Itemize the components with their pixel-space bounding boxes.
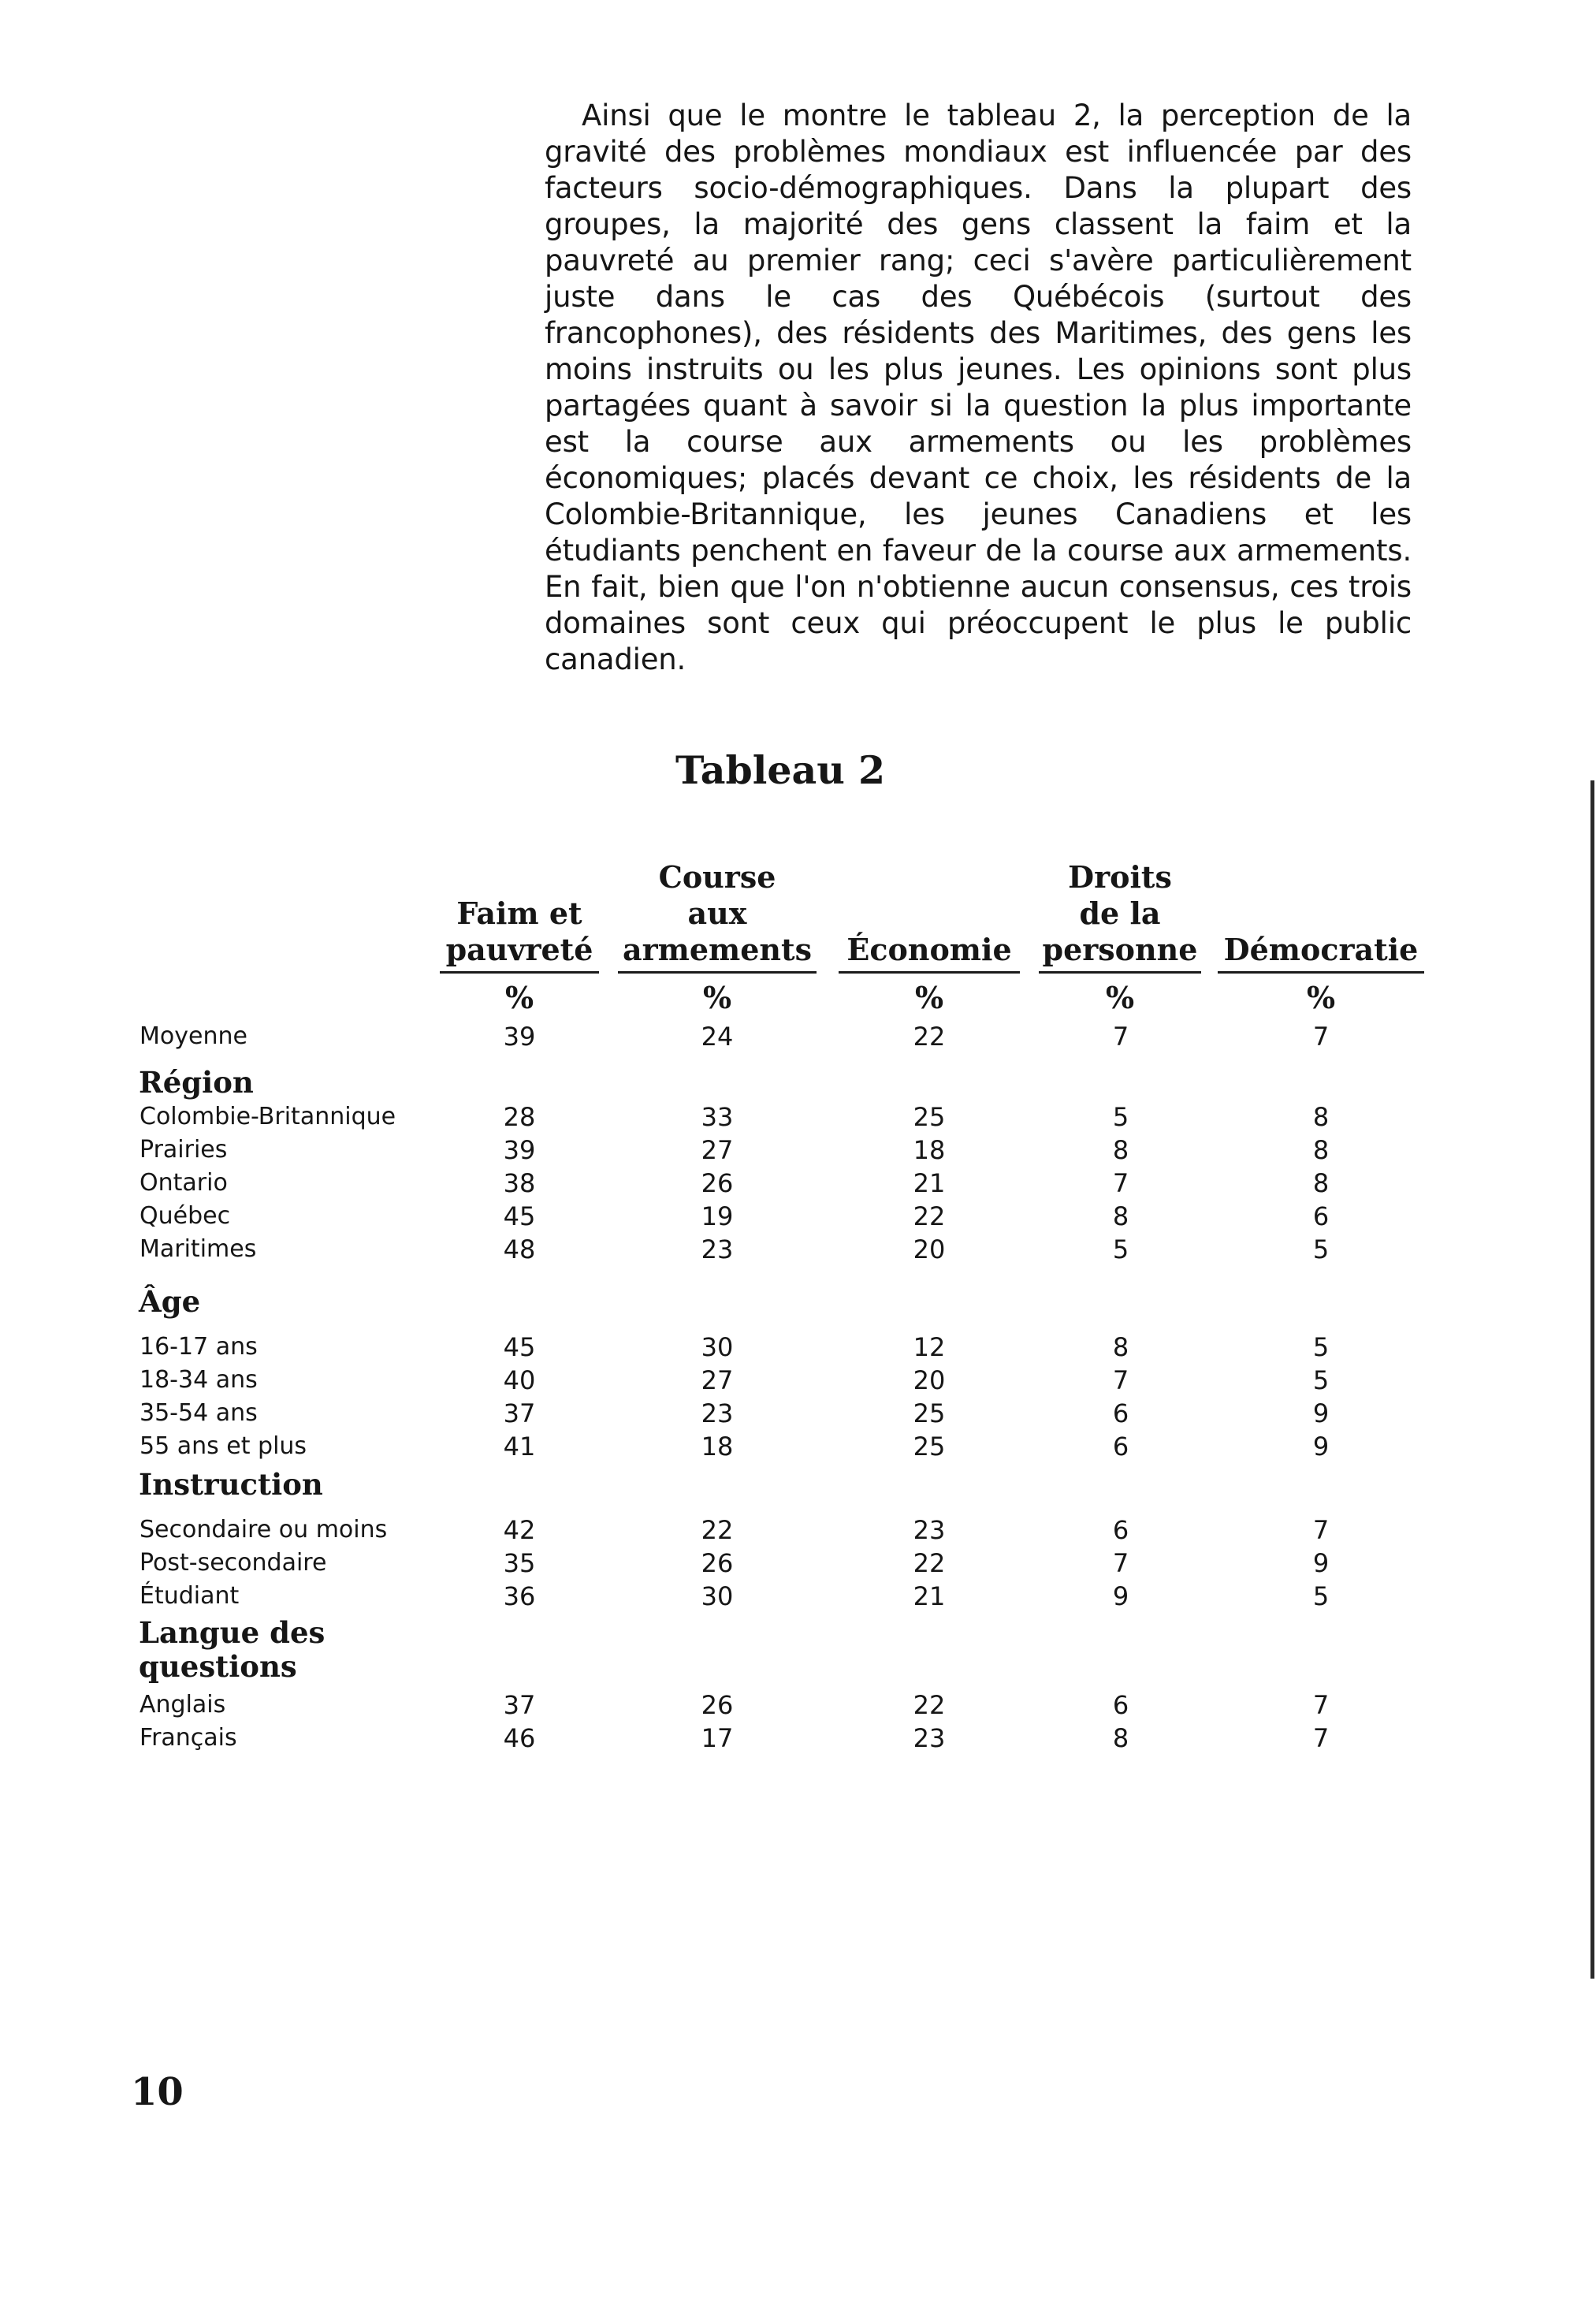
table-cell: 9 <box>1112 1581 1129 1611</box>
table-row-label: 55 ans et plus <box>140 1432 307 1460</box>
table-cell: 23 <box>913 1723 946 1753</box>
table-group-heading: Langue des questions <box>139 1615 326 1684</box>
intro-paragraph: Ainsi que le montre le tableau 2, la perception de la gravité des problèmes mondiaux est influencée par des facteurs socio-démographiques. Dans la plupart des groupes, la majorité des gens classent la faim et la pauvreté au premier rang; ceci s'avère particulièrement juste dans le cas des Québécois (surtout des francophones), des résidents des Maritimes, des gens les moins instruits ou les plus jeunes. Les opinions sont plus partagées quant à savoir si la question la plus importante est la course aux armements ou les problèmes économiques; placés devant ce choix, les résidents de la Colombie-Britannique, les jeunes Canadiens et les étudiants penchent en faveur de la course aux armements. En fait, bien que l'on n'obtienne aucun consensus, ces trois domaines sont ceux qui préoccupent le plus le public canadien. <box>545 99 1412 676</box>
table-row-label: Québec <box>140 1202 231 1230</box>
table-cell: 5 <box>1312 1581 1330 1611</box>
table-cell: 36 <box>503 1581 536 1611</box>
table-row-label: Secondaire ou moins <box>140 1516 388 1543</box>
table-cell: 39 <box>503 1135 536 1165</box>
table-row-label: Moyenne <box>140 1022 247 1050</box>
table-cell: 19 <box>701 1201 734 1231</box>
table-cell: 46 <box>503 1723 536 1753</box>
table-cell: 23 <box>701 1398 734 1428</box>
table-group-heading: Région <box>139 1065 254 1100</box>
column-header-droits <box>1039 847 1201 1015</box>
table-cell: 41 <box>503 1432 536 1461</box>
table-row-label: Maritimes <box>140 1235 257 1263</box>
column-unit: % <box>1306 980 1336 1015</box>
table-cell: 28 <box>503 1102 536 1132</box>
table-cell: 6 <box>1112 1398 1129 1428</box>
table-cell: 5 <box>1112 1234 1129 1264</box>
column-header-rule <box>839 971 1020 974</box>
table-cell: 22 <box>913 1548 946 1578</box>
column-header-course <box>618 847 817 1015</box>
table-cell: 20 <box>913 1365 946 1395</box>
table-cell: 25 <box>913 1398 946 1428</box>
table-cell: 37 <box>503 1690 536 1720</box>
table-cell: 45 <box>503 1332 536 1362</box>
table-cell: 6 <box>1312 1201 1330 1231</box>
table-cell: 26 <box>701 1690 734 1720</box>
table-cell: 6 <box>1112 1515 1129 1545</box>
table-cell: 8 <box>1112 1201 1129 1231</box>
table-cell: 24 <box>701 1022 734 1052</box>
table-row-label: Post-secondaire <box>140 1549 327 1577</box>
table-cell: 23 <box>701 1234 734 1264</box>
table-cell: 6 <box>1112 1432 1129 1461</box>
table-cell: 7 <box>1112 1548 1129 1578</box>
table-row-label: Étudiant <box>140 1582 240 1610</box>
table-row-label: 16-17 ans <box>140 1333 258 1361</box>
table-row-label: Français <box>140 1724 237 1752</box>
table-cell: 8 <box>1312 1135 1330 1165</box>
table-cell: 40 <box>503 1365 536 1395</box>
table-cell: 18 <box>701 1432 734 1461</box>
table-cell: 30 <box>701 1332 734 1362</box>
table-row-label: Anglais <box>140 1691 226 1718</box>
table-cell: 7 <box>1312 1515 1330 1545</box>
column-header-democratie <box>1218 847 1424 1015</box>
column-unit: % <box>504 980 534 1015</box>
column-header-label: Course aux armements <box>623 859 812 967</box>
table-cell: 30 <box>701 1581 734 1611</box>
table-cell: 23 <box>913 1515 946 1545</box>
table-title: Tableau 2 <box>675 747 886 793</box>
table-cell: 6 <box>1112 1690 1129 1720</box>
table-row-label: Ontario <box>140 1169 228 1197</box>
table-cell: 7 <box>1112 1022 1129 1052</box>
table-cell: 7 <box>1312 1022 1330 1052</box>
table-cell: 18 <box>913 1135 946 1165</box>
column-unit: % <box>914 980 944 1015</box>
table-cell: 5 <box>1312 1365 1330 1395</box>
column-unit: % <box>1105 980 1135 1015</box>
table-cell: 9 <box>1312 1548 1330 1578</box>
table-row-label: 18-34 ans <box>140 1366 258 1394</box>
table-cell: 8 <box>1112 1332 1129 1362</box>
column-header-rule <box>1218 971 1424 974</box>
table-cell: 38 <box>503 1168 536 1198</box>
column-header-economie <box>839 847 1020 1015</box>
column-header-rule <box>440 971 599 974</box>
table-cell: 7 <box>1112 1365 1129 1395</box>
column-header-label: Faim et pauvreté <box>445 895 593 967</box>
table-cell: 42 <box>503 1515 536 1545</box>
table-cell: 37 <box>503 1398 536 1428</box>
column-header-label: Démocratie <box>1223 932 1419 967</box>
table-cell: 48 <box>503 1234 536 1264</box>
column-header-label: Droits de la personne <box>1042 859 1198 967</box>
table-row-label: Prairies <box>140 1136 228 1164</box>
table-cell: 7 <box>1112 1168 1129 1198</box>
table-cell: 21 <box>913 1168 946 1198</box>
table-row-label: Colombie-Britannique <box>140 1103 396 1130</box>
table-group-heading: Âge <box>139 1284 201 1319</box>
table-cell: 9 <box>1312 1432 1330 1461</box>
table-cell: 8 <box>1112 1723 1129 1753</box>
table-cell: 22 <box>913 1690 946 1720</box>
table-row-label: 35-54 ans <box>140 1399 258 1427</box>
column-header-label: Économie <box>846 932 1012 967</box>
table-cell: 12 <box>913 1332 946 1362</box>
table-cell: 35 <box>503 1548 536 1578</box>
table-cell: 45 <box>503 1201 536 1231</box>
table-cell: 7 <box>1312 1723 1330 1753</box>
page-number: 10 <box>131 2070 184 2114</box>
table-cell: 22 <box>701 1515 734 1545</box>
table-cell: 26 <box>701 1548 734 1578</box>
table-cell: 33 <box>701 1102 734 1132</box>
table-cell: 5 <box>1312 1234 1330 1264</box>
table-cell: 39 <box>503 1022 536 1052</box>
table-cell: 22 <box>913 1201 946 1231</box>
table-cell: 21 <box>913 1581 946 1611</box>
column-header-rule <box>1039 971 1201 974</box>
table-cell: 7 <box>1312 1690 1330 1720</box>
page-edge-mark <box>1590 780 1594 1979</box>
table-cell: 20 <box>913 1234 946 1264</box>
table-cell: 9 <box>1312 1398 1330 1428</box>
table-cell: 26 <box>701 1168 734 1198</box>
table-cell: 8 <box>1312 1102 1330 1132</box>
column-header-rule <box>618 971 817 974</box>
table-cell: 5 <box>1312 1332 1330 1362</box>
column-unit: % <box>702 980 732 1015</box>
table-cell: 27 <box>701 1135 734 1165</box>
table-cell: 8 <box>1112 1135 1129 1165</box>
table-cell: 5 <box>1112 1102 1129 1132</box>
table-cell: 25 <box>913 1102 946 1132</box>
table-cell: 17 <box>701 1723 734 1753</box>
table-cell: 22 <box>913 1022 946 1052</box>
table-cell: 25 <box>913 1432 946 1461</box>
table-cell: 27 <box>701 1365 734 1395</box>
column-header-faim <box>440 847 599 1015</box>
table-cell: 8 <box>1312 1168 1330 1198</box>
table-group-heading: Instruction <box>139 1467 323 1502</box>
